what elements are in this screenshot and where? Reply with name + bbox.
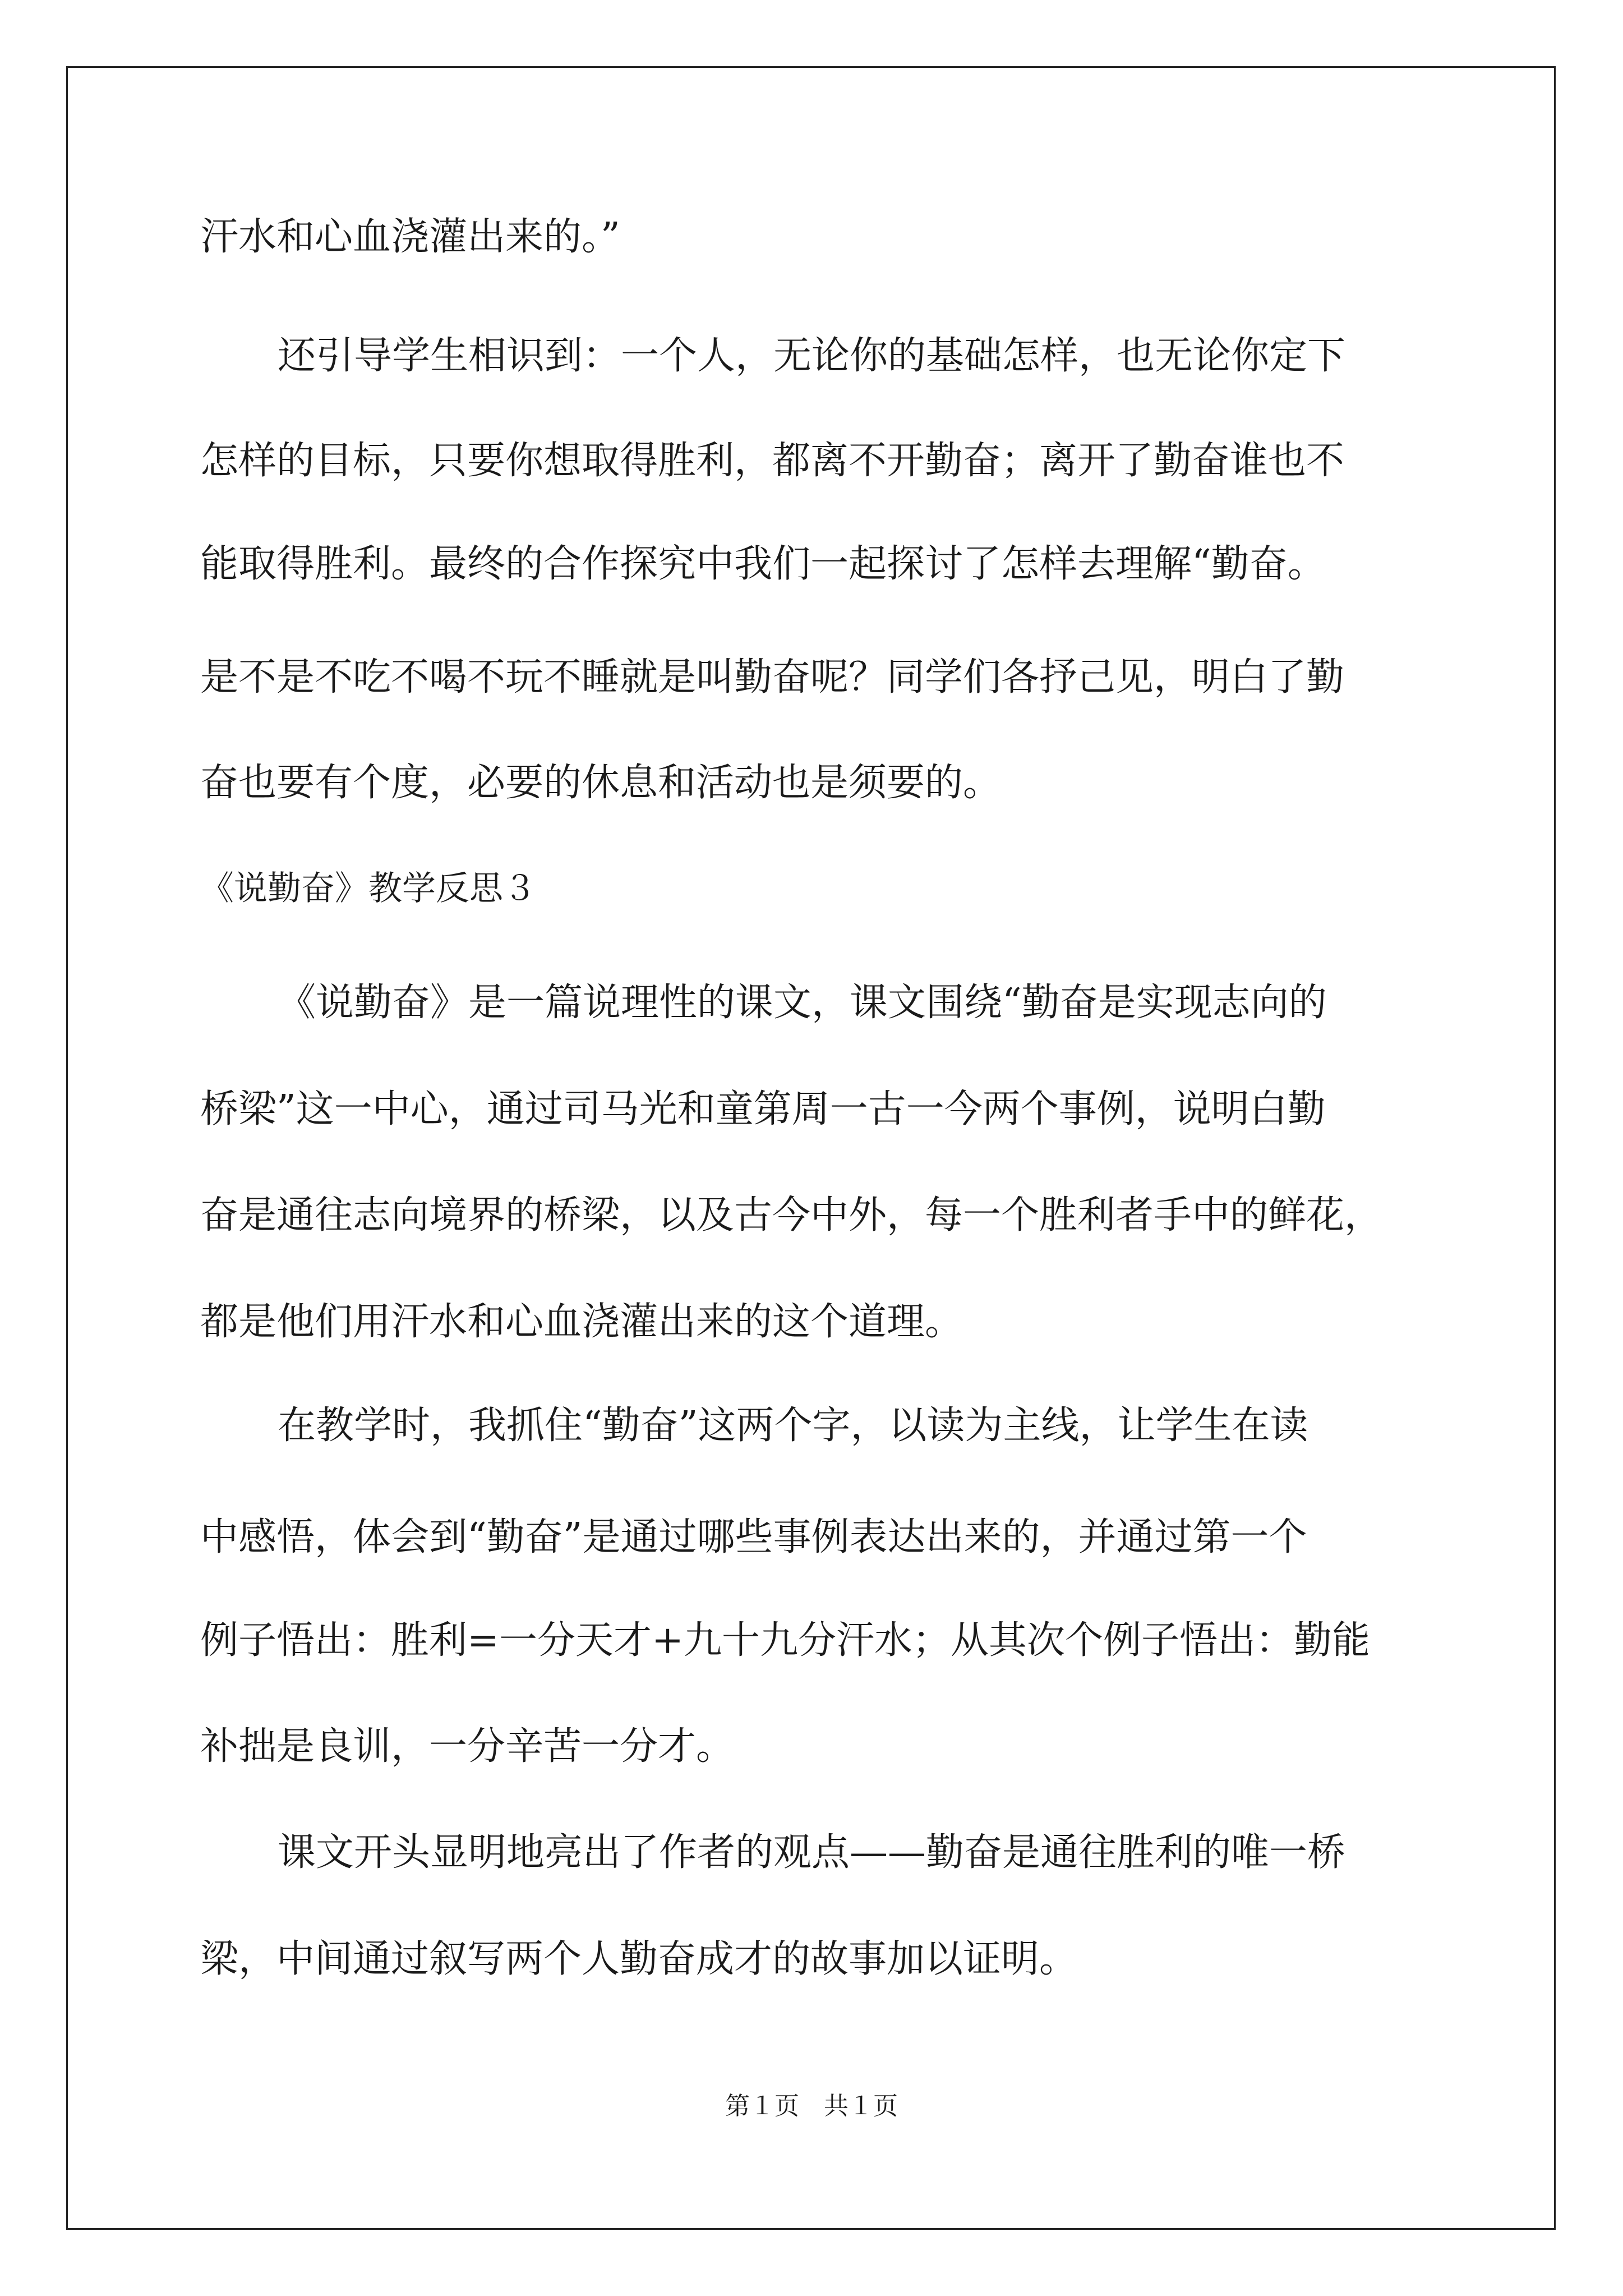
body-line-13: 例子悟出：胜利=一分天才+九十九分汗水；从其次个例子悟出：勤能: [200, 1618, 1370, 1663]
body-line-16: 梁，中间通过叙写两个人勤奋成才的故事加以证明。: [200, 1937, 1078, 1981]
body-line-15: 课文开头显明地亮出了作者的观点——勤奋是通往胜利的唯一桥: [278, 1830, 1346, 1875]
body-line-10: 都是他们用汗水和心血浇灌出来的这个道理。: [200, 1300, 963, 1344]
body-line-14: 补拙是良训，一分辛苦一分才。: [200, 1724, 735, 1769]
body-line-1: 汗水和心血浇灌出来的。”: [200, 215, 620, 259]
body-line-11: 在教学时，我抓住“勤奋”这两个字，以读为主线，让学生在读: [278, 1404, 1308, 1448]
body-line-3: 怎样的目标，只要你想取得胜利，都离不开勤奋；离开了勤奋谁也不: [200, 439, 1345, 483]
body-line-2: 还引导学生相识到：一个人，无论你的基础怎样，也无论你定下: [278, 334, 1346, 378]
body-line-6: 奋也要有个度，必要的休息和活动也是须要的。: [200, 761, 1002, 805]
page-border: [66, 66, 1556, 2230]
section-heading: 《说勤奋》教学反思３: [200, 869, 537, 908]
body-line-12: 中感悟，体会到“勤奋”是通过哪些事例表达出来的，并通过第一个: [200, 1515, 1307, 1559]
page-number: 第１页 共１页: [725, 2092, 898, 2120]
body-line-9: 奋是通往志向境界的桥梁，以及古今中外，每一个胜利者手中的鲜花，: [200, 1193, 1383, 1237]
body-line-5: 是不是不吃不喝不玩不睡就是叫勤奋呢？同学们各抒己见，明白了勤: [200, 655, 1345, 700]
body-line-4: 能取得胜利。最终的合作探究中我们一起探讨了怎样去理解“勤奋。: [200, 542, 1326, 586]
body-line-7: 《说勤奋》是一篇说理性的课文，课文围绕“勤奋是实现志向的: [278, 981, 1327, 1025]
body-line-8: 桥梁”这一中心，通过司马光和童第周一古一今两个事例，说明白勤: [200, 1087, 1326, 1131]
